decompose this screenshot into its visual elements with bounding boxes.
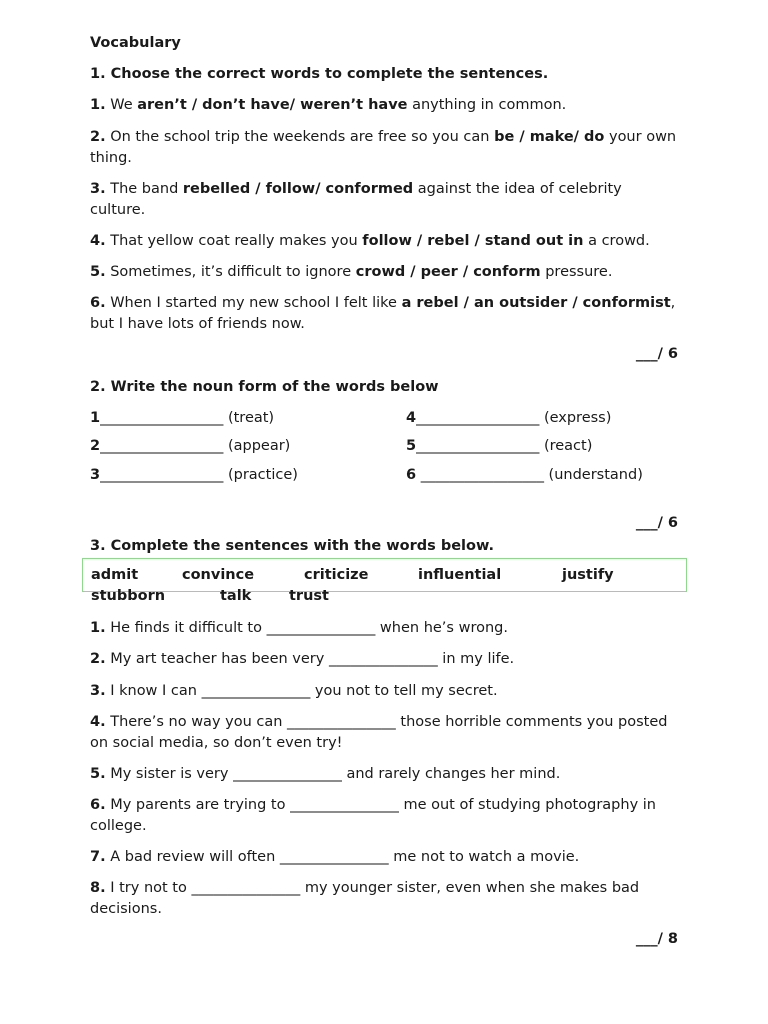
section2-score: ___/ 6 [635, 515, 678, 531]
item-text: That yellow coat really makes you [105, 233, 363, 249]
item-text: your own thing. [90, 129, 677, 166]
word-bank-word: influential [418, 567, 502, 583]
item-number: 6 [406, 467, 417, 483]
section3-score: ___/ 8 [635, 931, 678, 947]
section1-item [90, 262, 678, 283]
item-text: We [105, 97, 138, 113]
item-number: 1 [90, 410, 101, 426]
item-text: He finds it difficult to _______________ when he’s wrong. [105, 620, 508, 636]
base-word: (treat) [223, 410, 275, 426]
item-choices: aren’t / don’t have/ weren’t have [137, 97, 408, 113]
section1-item [90, 127, 678, 169]
item-number: 2. [90, 129, 106, 145]
item-text: I try not to _______________ my younger sister, even when she makes bad decisions. [90, 880, 640, 917]
item-text: I know I can _______________ you not to tell my secret. [105, 683, 498, 699]
answer-blank: _________________ [100, 410, 224, 426]
noun-form-item [90, 436, 290, 457]
item-number: 3. [90, 181, 106, 197]
item-choices: a rebel / an outsider / conformist [401, 295, 671, 311]
answer-blank: _________________ [416, 467, 544, 483]
item-text: anything in common. [407, 97, 567, 113]
noun-form-item [90, 465, 298, 486]
item-number: 3. [90, 683, 106, 699]
item-number: 3 [90, 467, 101, 483]
item-text: On the school trip the weekends are free so you can [105, 129, 495, 145]
item-number: 7. [90, 849, 106, 865]
item-text: Sometimes, it’s difficult to ignore [105, 264, 356, 280]
section1-item [90, 293, 678, 335]
item-text: When I started my new school I felt like [105, 295, 402, 311]
section1-score: ___/ 6 [635, 346, 678, 362]
section1-item [90, 95, 678, 116]
page-heading: Vocabulary [90, 35, 181, 51]
word-bank-word: criticize [304, 567, 369, 583]
answer-blank: _________________ [416, 438, 540, 454]
noun-form-item [90, 408, 274, 429]
word-bank-word: trust [289, 588, 329, 604]
answer-blank: _________________ [100, 467, 224, 483]
item-text: There’s no way you can _______________ those horrible comments you posted on social media, so don’t even try! [90, 714, 668, 751]
item-text: against the idea of celebrity culture. [90, 181, 622, 218]
item-text: My art teacher has been very _______________ in my life. [105, 651, 515, 667]
section3-item [90, 795, 678, 837]
noun-form-item [406, 408, 611, 429]
item-number: 8. [90, 880, 106, 896]
item-choices: rebelled / follow/ conformed [182, 181, 414, 197]
item-number: 5 [406, 438, 417, 454]
word-bank-box [82, 558, 687, 604]
item-text: a crowd. [583, 233, 650, 249]
item-number: 5. [90, 264, 106, 280]
item-choices: follow / rebel / stand out in [362, 233, 584, 249]
section3-item [90, 764, 678, 785]
item-text: My sister is very _______________ and rarely changes her mind. [105, 766, 561, 782]
item-number: 2. [90, 651, 106, 667]
answer-blank: _________________ [100, 438, 224, 454]
item-number: 6. [90, 295, 106, 311]
item-text: , but I have lots of friends now. [90, 295, 676, 332]
base-word: (express) [539, 410, 612, 426]
item-text: The band [105, 181, 183, 197]
item-number: 2 [90, 438, 101, 454]
word-bank-word: convince [182, 567, 255, 583]
word-bank-word: justify [562, 567, 614, 583]
item-choices: crowd / peer / conform [355, 264, 541, 280]
section1-title: 1. Choose the correct words to complete the sentences. [90, 66, 549, 82]
item-choices: be / make/ do [494, 129, 605, 145]
section3-item [90, 618, 678, 639]
noun-form-item [406, 465, 643, 486]
base-word: (understand) [543, 467, 643, 483]
section3-item [90, 649, 678, 670]
item-number: 1. [90, 620, 106, 636]
item-text: A bad review will often _______________ me not to watch a movie. [105, 849, 580, 865]
noun-form-item [406, 436, 592, 457]
item-text: My parents are trying to _______________ me out of studying photography in college. [90, 797, 656, 834]
item-text: pressure. [540, 264, 613, 280]
base-word: (react) [539, 438, 593, 454]
base-word: (appear) [223, 438, 291, 454]
item-number: 6. [90, 797, 106, 813]
word-bank-word: stubborn [91, 588, 166, 604]
section3-item [90, 847, 678, 868]
section3-item [90, 681, 678, 702]
item-number: 4 [406, 410, 417, 426]
answer-blank: _________________ [416, 410, 540, 426]
section3-item [90, 878, 678, 920]
section2-title: 2. Write the noun form of the words below [90, 379, 439, 395]
item-number: 1. [90, 97, 106, 113]
section3-title: 3. Complete the sentences with the words below. [90, 538, 494, 554]
section3-item [90, 712, 678, 754]
word-bank-word: admit [91, 567, 139, 583]
section1-item [90, 231, 678, 252]
item-number: 5. [90, 766, 106, 782]
base-word: (practice) [223, 467, 298, 483]
word-bank-word: talk [220, 588, 252, 604]
section1-item [90, 179, 678, 221]
item-number: 4. [90, 714, 106, 730]
item-number: 4. [90, 233, 106, 249]
